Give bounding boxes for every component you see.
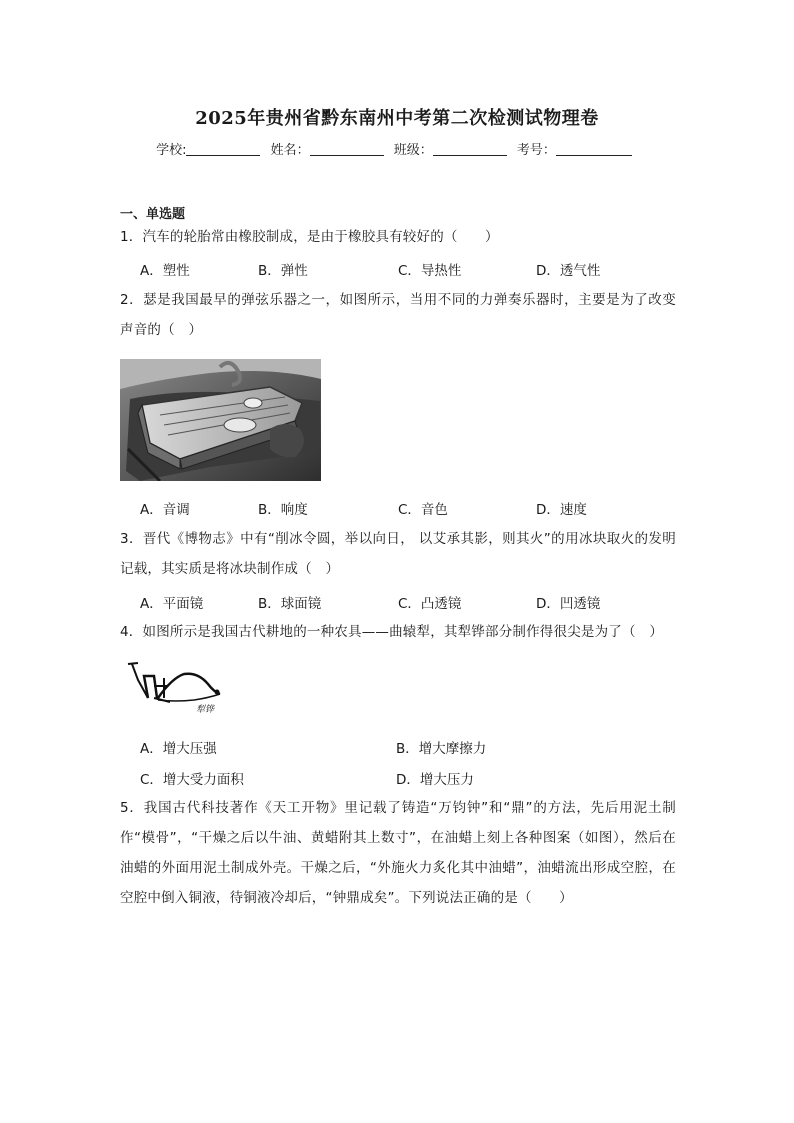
question-2-option-b[interactable]: B．响度 [258,502,308,518]
class-label: 班级： [393,143,433,158]
name-label: 姓名： [270,143,310,158]
name-field [271,139,390,158]
question-4-option-b[interactable]: B．增大摩擦力 [396,741,487,757]
exam-title: 2025年贵州省黔东南州中考第二次检测试物理卷 [195,108,599,129]
name-blank[interactable] [310,143,384,156]
class-field [394,139,513,158]
question-3-option-b[interactable]: B．球面镜 [258,596,322,612]
exam-number-field [517,139,638,158]
question-4-stem: 4．如图所示是我国古代耕地的一种农具——曲辕犁，其犁铧部分制作得很尖是为了（ ） [120,624,664,640]
curved-plow-graphic [124,658,234,718]
school-field [156,139,266,158]
curved-plow-figure [124,658,234,718]
question-1-option-c[interactable]: C．导热性 [398,263,462,279]
question-2-option-a[interactable]: A．音调 [140,502,190,518]
zither-photo-graphic [120,359,321,481]
student-info-line [0,139,794,158]
question-2-option-c[interactable]: C．音色 [398,502,448,518]
question-4-option-a[interactable]: A．增大压强 [140,741,217,757]
question-1-stem: 1．汽车的轮胎常由橡胶制成，是由于橡胶具有较好的（ ） [120,229,499,245]
class-blank[interactable] [433,143,507,156]
question-3-option-a[interactable]: A．平面镜 [140,596,204,612]
question-1-option-d[interactable]: D．透气性 [536,263,601,279]
school-blank[interactable] [186,143,260,156]
exam-number-blank[interactable] [556,143,632,156]
section-title: 一、单选题 [120,207,186,222]
question-1-option-a[interactable]: A．塑性 [140,263,190,279]
zither-photo [120,359,321,481]
question-3-stem: 3．晋代《博物志》中有“削冰令圆，举以向日， 以艾承其影，则其火”的用冰块取火的发明记载，其实质是将冰块制作成（ ） [120,531,676,577]
question-1-option-b[interactable]: B．弹性 [258,263,308,279]
question-4-option-d[interactable]: D．增大压力 [396,772,474,788]
question-3-option-c[interactable]: C．凸透镜 [398,596,462,612]
school-label: 学校: [156,143,187,158]
question-4-option-c[interactable]: C．增大受力面积 [140,772,244,788]
question-5-stem: 5．我国古代科技著作《天工开物》里记载了铸造“万钧钟”和“鼎”的方法，先后用泥土制作“模骨”，“干燥之后以牛油、黄蜡附其上数寸”，在油蜡上刻上各种图案（如图），然后在油蜡的外面用泥土制成外壳。干燥之后，“外施火力炙化其中油蜡”，油蜡流出形成空腔，在空腔中倒入铜液，待铜液冷却后，“钟鼎成矣”。下列说法正确的是（ ） [120,800,676,906]
plowshare-label: 犁铧 [196,705,215,715]
question-3-option-d[interactable]: D．凹透镜 [536,596,601,612]
exam-number-label: 考号： [516,143,556,158]
question-2-stem: 2．瑟是我国最早的弹弦乐器之一，如图所示，当用不同的力弹奏乐器时，主要是为了改变声音的（ ） [120,292,676,338]
question-2-option-d[interactable]: D．速度 [536,502,587,518]
